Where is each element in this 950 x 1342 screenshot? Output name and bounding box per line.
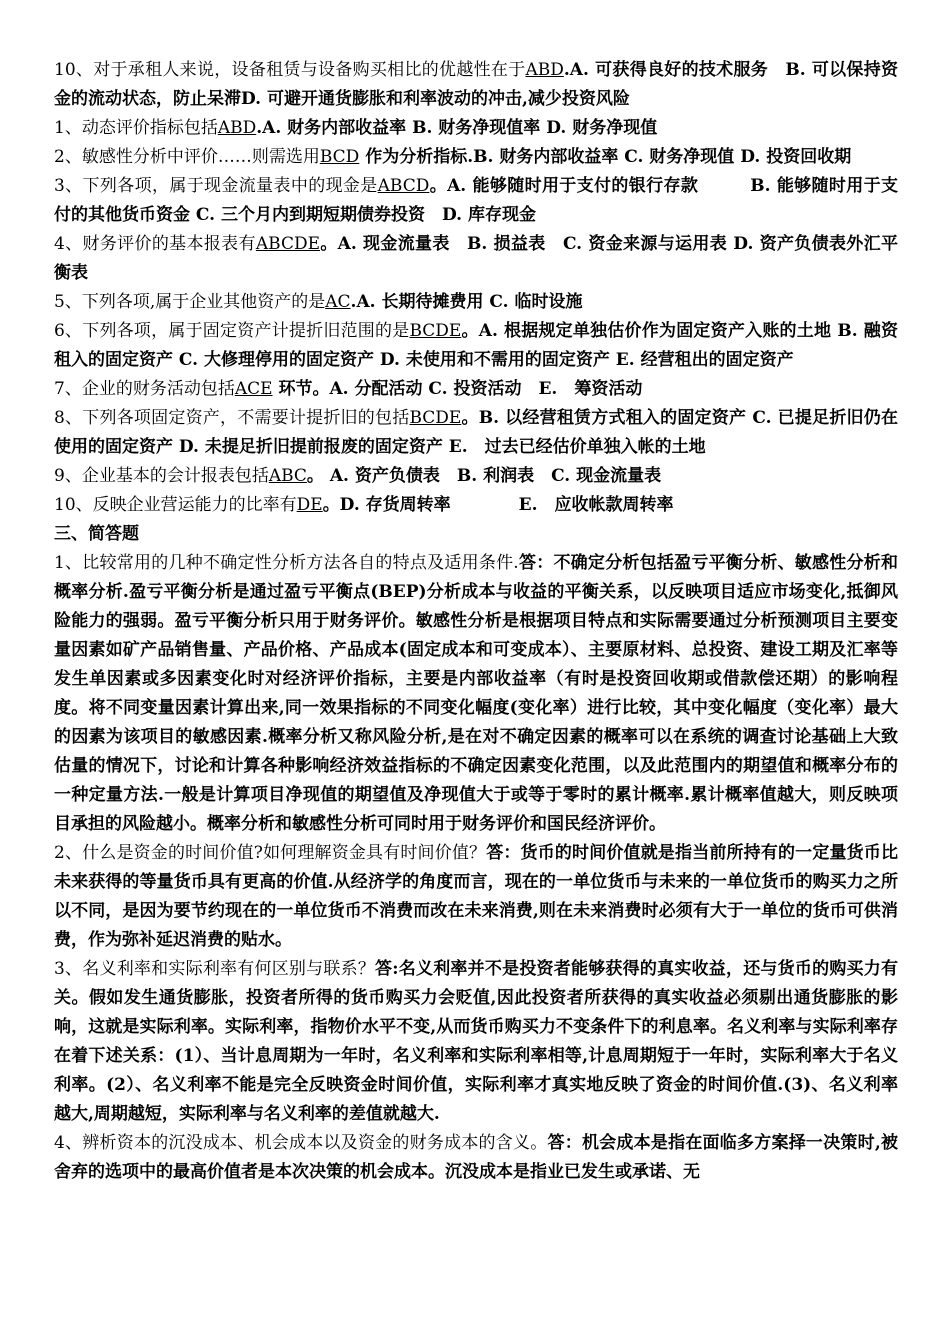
answer-key: BCDE [409,408,462,428]
short-answer-1: 1、比较常用的几种不确定性分析方法各自的特点及适用条件.答：不确定分析包括盈亏平衡分析、敏感性分析和概率分析.盈亏平衡分析是通过盈亏平衡点(BEP)分析成本与收益的平衡关系，以反映项目适应市场变化,抵御风险能力的强弱。盈亏平衡分析只用于财务评价。敏感性分析是根据项目特点和实际需要通过分析预测项目主要变量因素如矿产品销售量、产品价格、产品成本(固定成本和可变成本）、主要原材料、总投资、建设工期及汇率等发生单因素或多因素变化时对经济评价指标，主要是内部收益率（有时是投资回收期或借款偿还期）的影响程度。将不同变量因素计算出来,同一效果指标的不同变化幅度(变化率）进行比较，其中变化幅度（变化率）最大的因素为该项目的敏感因素.概率分析又称风险分析,是在对不确定因素的概率可以在系统的调查讨论基础上大致估量的情况下，讨论和计算各种影响经济效益指标的不确定因素变化范围，以及此范围内的期望值和概率分布的一种定量方法.一般是计算项目净现值的期望值及净现值大于或等于零时的累计概率.累计概率值越大，则反映项目承担的风险越小。概率分析和敏感性分析可同时用于财务评价和国民经济评价。 [54,553,899,834]
section-heading: 三、简答题 [54,524,139,544]
answer-key: BCD [319,147,360,167]
short-answer-2: 2、什么是资金的时间价值?如何理解资金具有时间价值？答：货币的时间价值就是指当前所持有的一定量货币比未来获得的等量货币具有更高的价值.从经济学的角度而言，现在的一单位货币与未来的一单位货币的购买力之所以不同，是因为要节约现在的一单位货币不消费而改在未来消费,则在未来消费时必须有大于一单位的货币可供消费，作为弥补延迟消费的贴水。 [54,843,899,950]
answer-key: BCDE [409,321,462,341]
mc-question-7: 7、企业的财务活动包括ACE 环节。A. 分配活动 C. 投资活动 E. 筹资活动 [54,379,643,399]
mc-question-3: 3、下列各项，属于现金流量表中的现金是ABCD。A. 能够随时用于支付的银行存款 B. 能够随时用于支付的其他货币资金 C. 三个月内到期短期债券投资 D. 库存现金 [54,176,898,225]
answer-key: DE [296,495,323,515]
short-answer-3: 3、名义利率和实际利率有何区别与联系？答:名义利率并不是投资者能够获得的真实收益，还与货币的购买力有关。假如发生通货膨胀，投资者所得的货币购买力会贬值,因此投资者所获得的真实收益必须剔出通货膨胀的影响，这就是实际利率。实际利率，指物价水平不变,从而货币购买力不变条件下的利息率。名义利率与实际利率存在着下述关系：(1）、当计息周期为一年时，名义利率和实际利率相等,计息周期短于一年时，实际利率大于名义利率。(2）、名义利率不能是完全反映资金时间价值，实际利率才真实地反映了资金的时间价值.(3)、名义利率越大,周期越短，实际利率与名义利率的差值就越大. [54,959,898,1124]
mc-question-2: 2、敏感性分析中评价……则需选用BCD 作为分析指标.B. 财务内部收益率 C. 财务净现值 D. 投资回收期 [54,147,852,167]
answer-key: ACE [234,379,273,399]
mc-question-8: 8、下列各项固定资产，不需要计提折旧的包括BCDE。B. 以经营租赁方式租入的固定资产 C. 已提足折旧仍在使用的固定资产 D. 未提足折旧提前报废的固定资产 E. 过去已经估价单独入帐的土地 [54,408,898,457]
mc-question-1: 1、动态评价指标包括ABD.A. 财务内部收益率 B. 财务净现值率 D. 财务净现值 [54,118,658,138]
mc-question-9: 9、企业基本的会计报表包括ABC。 A. 资产负债表 B. 利润表 C. 现金流量表 [54,466,662,486]
mc-question-10a: 10、对于承租人来说，设备租赁与设备购买相比的优越性在于ABD.A. 可获得良好的技术服务 B. 可以保持资金的流动状态，防止呆滞D. 可避开通货膨胀和利率波动的冲击,减少投资风险 [54,60,898,109]
answer-key: ABCDE [255,234,320,254]
answer-key: ABD [217,118,257,138]
answer-key: AC [325,292,351,312]
mc-question-5: 5、下列各项,属于企业其他资产的是AC.A. 长期待摊费用 C. 临时设施 [54,292,583,312]
short-answer-4: 4、辨析资本的沉没成本、机会成本以及资金的财务成本的含义。答：机会成本是指在面临多方案择一决策时,被舍弃的选项中的最高价值者是本次决策的机会成本。沉没成本是指业已发生或承诺、无 [54,1133,898,1182]
answer-key: ABC [268,466,307,486]
mc-question-6: 6、下列各项，属于固定资产计提折旧范围的是BCDE。A. 根据规定单独估价作为固定资产入账的土地 B. 融资租入的固定资产 C. 大修理停用的固定资产 D. 未使用和不需用的固定资产 E. 经营租出的固定资产 [54,321,898,370]
answer-key: ABCD [377,176,430,196]
mc-question-4: 4、财务评价的基本报表有ABCDE。A. 现金流量表 B. 损益表 C. 资金来源与运用表 D. 资产负债表外汇平衡表 [54,234,898,283]
mc-question-10b: 10、反映企业营运能力的比率有DE。D. 存货周转率 E. 应收帐款周转率 [54,495,674,515]
answer-key: ABD [525,60,564,80]
